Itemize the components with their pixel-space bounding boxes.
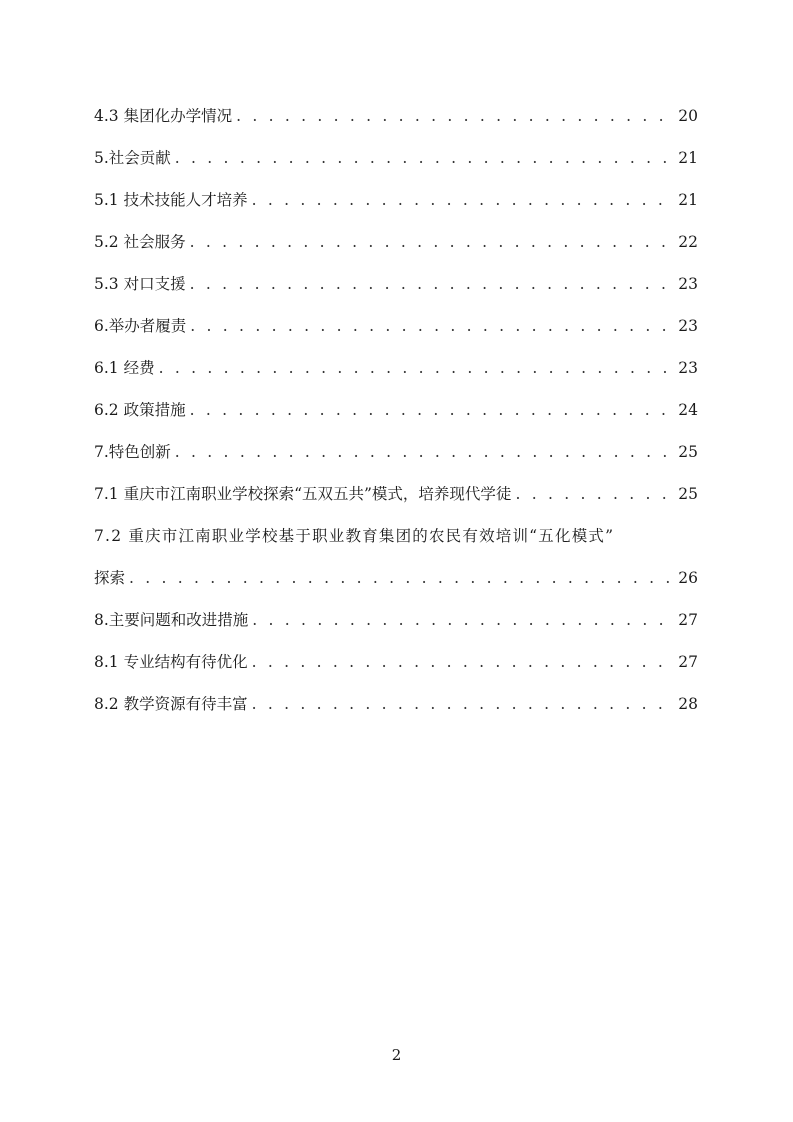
dot-leader — [175, 438, 674, 466]
toc-entry-page: 23 — [678, 359, 698, 377]
toc-entry-5[interactable] — [94, 144, 698, 186]
toc-entry-6[interactable] — [94, 312, 698, 354]
dot-leader — [252, 186, 675, 214]
toc-entry-8-2[interactable] — [94, 690, 698, 732]
toc-entry-7-2-line2[interactable] — [94, 564, 698, 606]
toc-entry-label: 8.1 专业结构有待优化 — [94, 653, 248, 671]
toc-entry-label: 6.1 经费 — [94, 359, 155, 377]
dot-leader — [252, 648, 675, 676]
toc-entry-label: 4.3 集团化办学情况 — [94, 107, 233, 125]
toc-entry-page: 26 — [678, 569, 698, 587]
dot-leader — [252, 606, 674, 634]
toc-entry-label: 5.1 技术技能人才培养 — [94, 191, 248, 209]
dot-leader — [129, 564, 674, 592]
toc-entry-6-1[interactable] — [94, 354, 698, 396]
toc-entry-page: 21 — [678, 191, 698, 209]
toc-entry-page: 23 — [678, 275, 698, 293]
toc-entry-label: 8.主要问题和改进措施 — [94, 611, 249, 629]
dot-leader — [190, 396, 675, 424]
toc-entry-5-1[interactable] — [94, 186, 698, 228]
toc-entry-label: 6.2 政策措施 — [94, 401, 186, 419]
toc-entry-label: 8.2 教学资源有待丰富 — [94, 695, 248, 713]
toc-entry-page: 25 — [678, 443, 698, 461]
toc-entry-label: 6.举办者履责 — [94, 317, 187, 335]
dot-leader — [515, 480, 674, 508]
toc-entry-page: 22 — [678, 233, 698, 251]
toc-entry-page: 25 — [678, 485, 698, 503]
toc-entry-8-1[interactable] — [94, 648, 698, 690]
toc-entry-page: 27 — [678, 611, 698, 629]
dot-leader — [252, 690, 675, 718]
toc-entry-7-2-line1[interactable] — [94, 522, 698, 564]
toc-entry-label: 5.3 对口支援 — [94, 275, 186, 293]
toc-entry-page: 28 — [678, 695, 698, 713]
toc-entry-5-3[interactable] — [94, 270, 698, 312]
toc-entry-label: 7.2 重庆市江南职业学校基于职业教育集团的农民有效培训“五化模式” — [94, 527, 615, 545]
table-of-contents — [94, 102, 698, 732]
toc-entry-label: 7.1 重庆市江南职业学校探索“五双五共”模式，培养现代学徒 — [94, 485, 512, 503]
toc-entry-page: 21 — [678, 149, 698, 167]
toc-entry-7[interactable] — [94, 438, 698, 480]
toc-entry-label: 探索 — [94, 569, 126, 587]
toc-entry-page: 27 — [678, 653, 698, 671]
dot-leader — [175, 144, 674, 172]
toc-entry-6-2[interactable] — [94, 396, 698, 438]
page-number: 2 — [391, 1046, 402, 1064]
toc-entry-label: 5.2 社会服务 — [94, 233, 186, 251]
dot-leader — [159, 354, 675, 382]
dot-leader — [190, 228, 675, 256]
toc-entry-4-3[interactable] — [94, 102, 698, 144]
dot-leader — [190, 312, 674, 340]
toc-entry-label: 7.特色创新 — [94, 443, 171, 461]
dot-leader — [236, 102, 674, 130]
toc-entry-8[interactable] — [94, 606, 698, 648]
dot-leader — [190, 270, 675, 298]
toc-entry-page: 24 — [678, 401, 698, 419]
toc-entry-label: 5.社会贡献 — [94, 149, 171, 167]
toc-entry-page: 20 — [678, 107, 698, 125]
toc-entry-7-1[interactable] — [94, 480, 698, 522]
toc-entry-5-2[interactable] — [94, 228, 698, 270]
toc-entry-page: 23 — [678, 317, 698, 335]
